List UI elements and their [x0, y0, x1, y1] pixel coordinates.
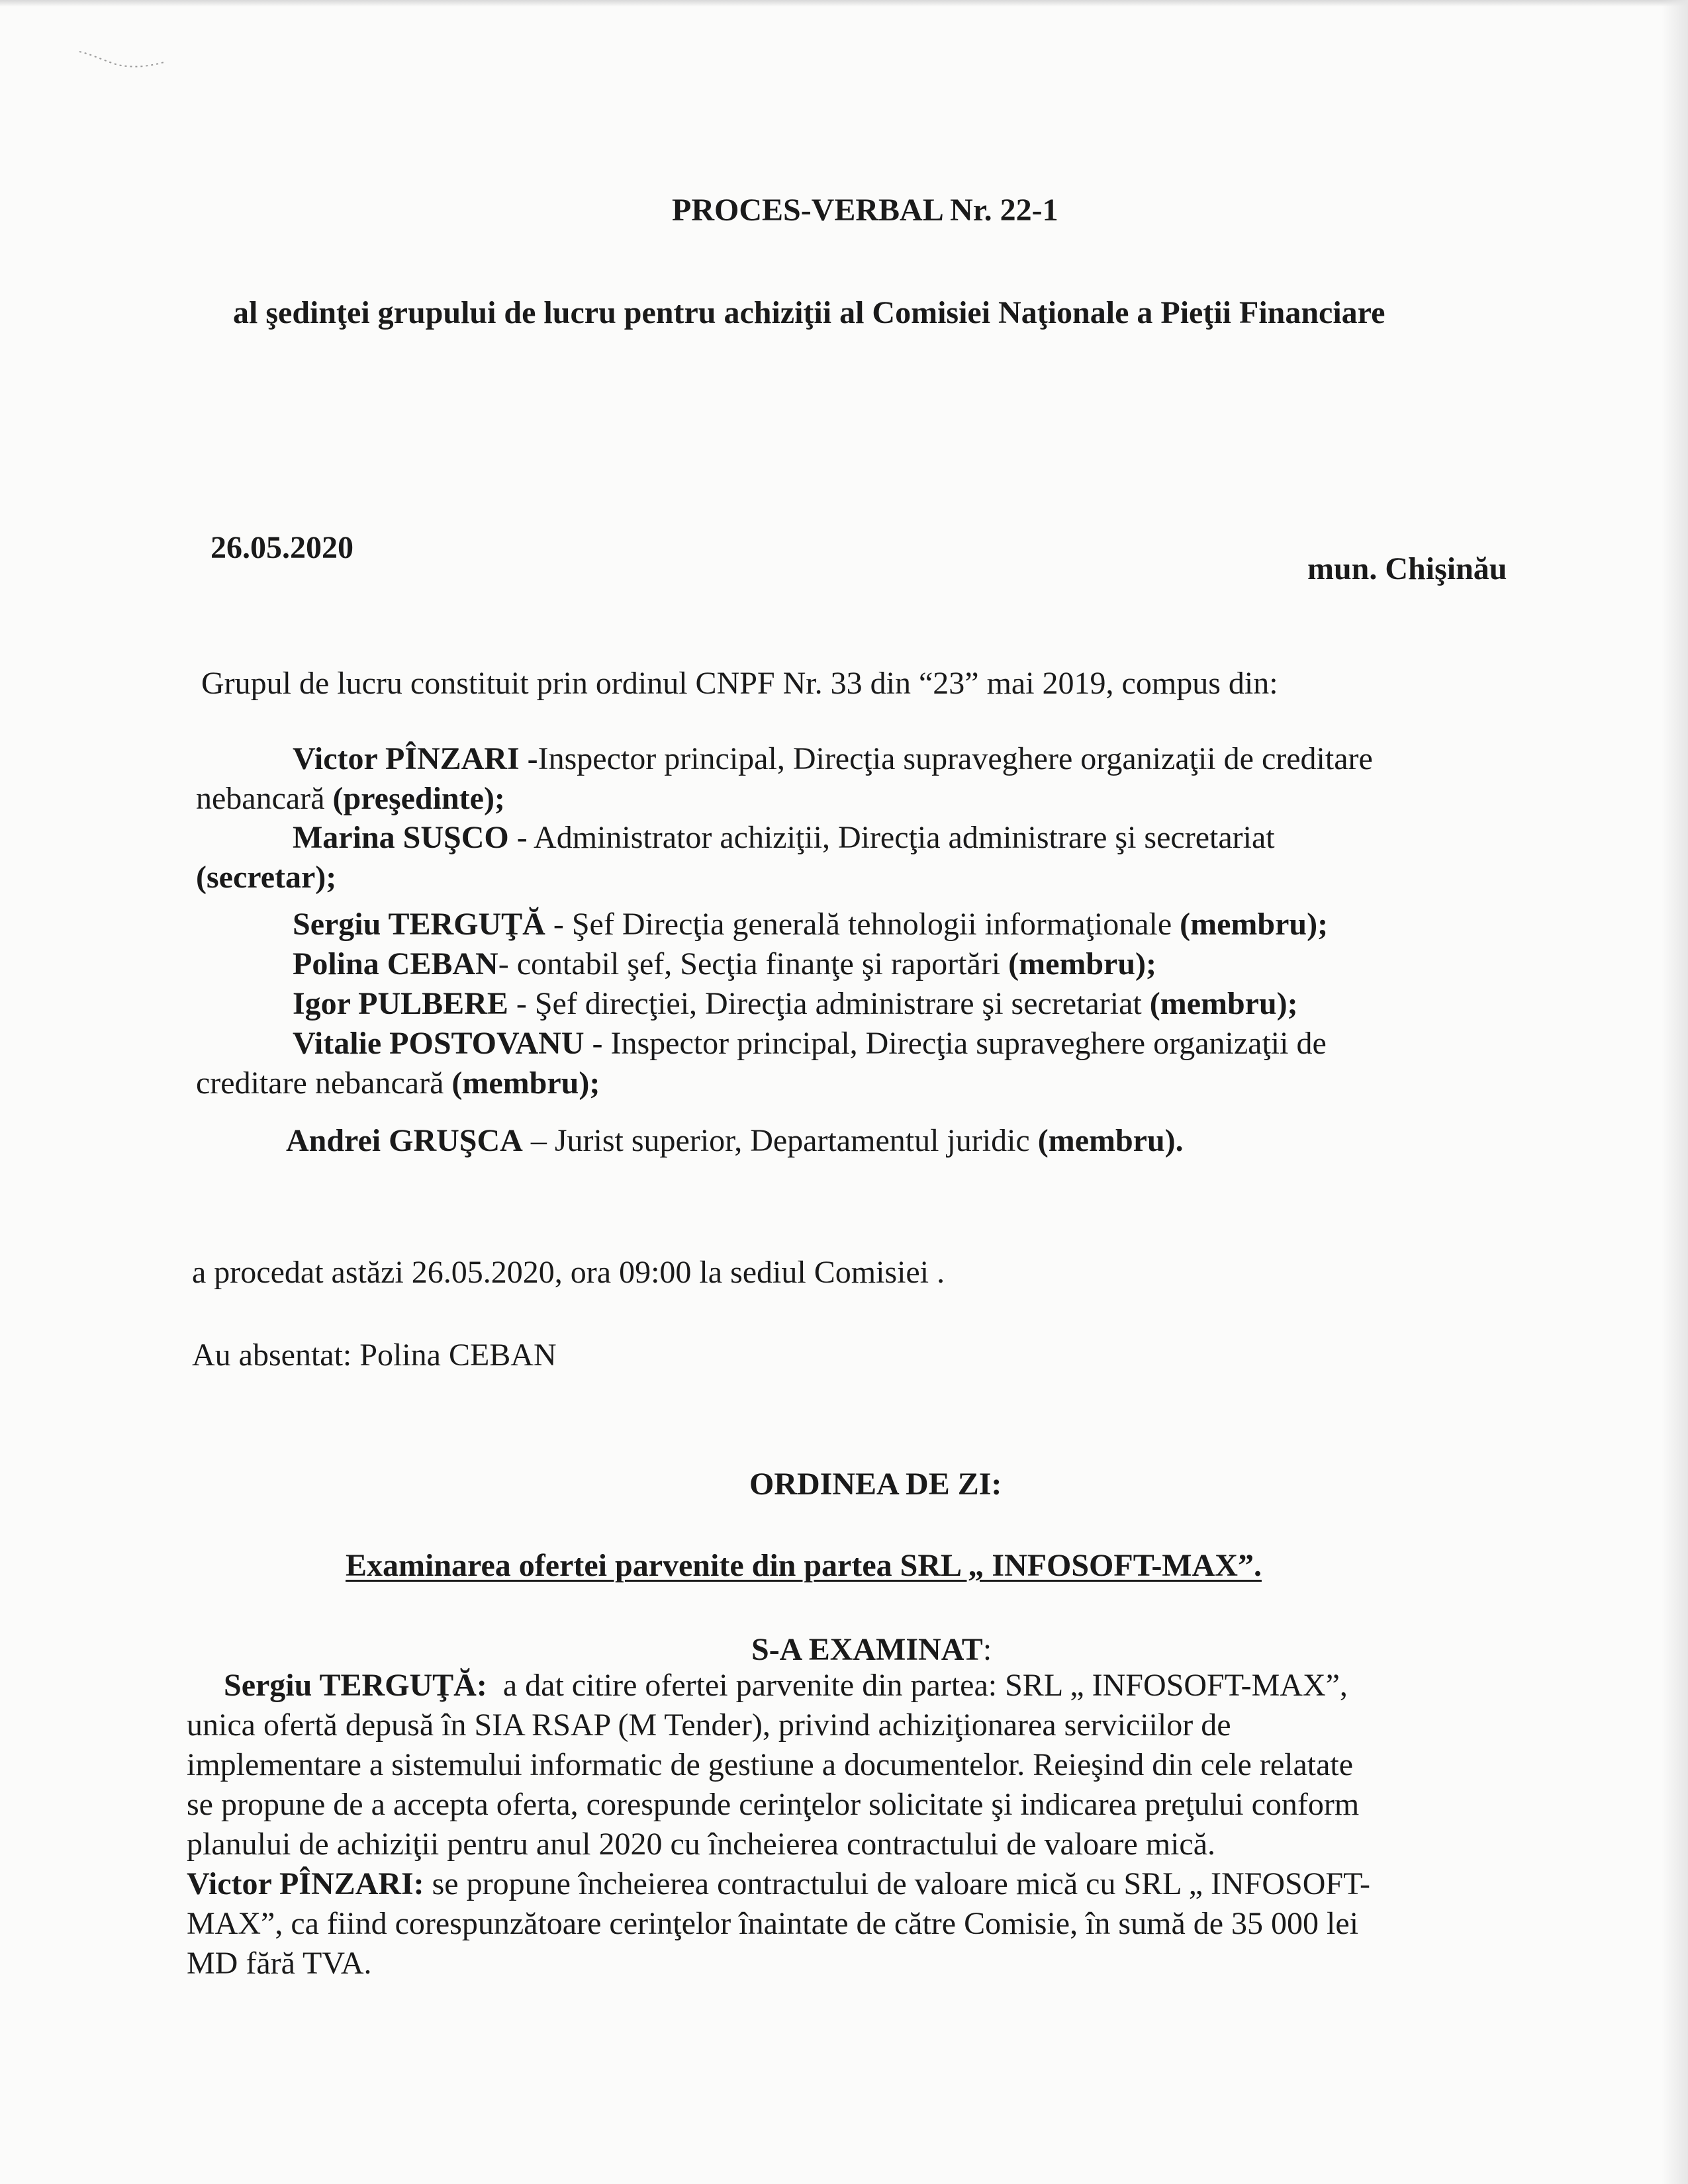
examined-heading-colon: :	[982, 1632, 992, 1667]
member-tag: (membru).	[1037, 1123, 1184, 1158]
member-tag: (preşedinte);	[332, 781, 505, 816]
stray-pen-mark	[78, 48, 171, 74]
procedure-text: a procedat astăzi 26.05.2020, ora 09:00 la sediul Comisiei .	[192, 1255, 945, 1290]
member-tag: (secretar);	[196, 860, 337, 895]
scan-edge-top	[0, 0, 1688, 7]
statement-line: a dat citire ofertei parvenite din partea: SRL „ INFOSOFT-MAX”,	[502, 1668, 1348, 1703]
member-item	[286, 1121, 1184, 1161]
member-name: Marina SUŞCO	[293, 820, 509, 855]
member-name: Victor PÎNZARI	[293, 741, 520, 776]
member-tag: (membru);	[451, 1066, 600, 1101]
member-tag: (membru);	[1008, 946, 1157, 981]
member-name: Andrei GRUŞCA	[286, 1123, 523, 1158]
member-name: Polina CEBAN	[293, 946, 498, 981]
speaker-name: Sergiu TERGUŢĂ:	[224, 1668, 487, 1703]
member-item	[196, 739, 1560, 819]
member-separator: -	[545, 907, 572, 942]
member-role: Jurist superior, Departamentul juridic	[554, 1123, 1030, 1158]
member-role: Şef Direcţia generală tehnologii informaţionale	[571, 907, 1172, 942]
statement-line: se propune de a accepta oferta, corespunde cerinţelor solicitate şi indicarea preţului conform	[187, 1787, 1360, 1822]
member-item	[293, 944, 1156, 984]
intro-text: Grupul de lucru constituit prin ordinul CNPF Nr. 33 din “23” mai 2019, compus din:	[201, 666, 1278, 701]
statement-terguta	[187, 1666, 1564, 1864]
examined-heading	[751, 1631, 992, 1668]
member-separator: -	[584, 1026, 611, 1061]
absent-text: Au absentat: Polina CEBAN	[192, 1338, 557, 1373]
statement-line: MD fără TVA.	[187, 1946, 372, 1981]
statement-pinzari	[187, 1864, 1564, 1983]
member-item	[196, 1024, 1560, 1103]
agenda-item: Examinarea ofertei parvenite din partea SRL „ INFOSOFT-MAX”.	[346, 1548, 1262, 1583]
agenda-heading: ORDINEA DE ZI:	[749, 1467, 1002, 1502]
document-title: PROCES-VERBAL Nr. 22-1	[672, 193, 1058, 228]
member-role-cont: creditare nebancară	[196, 1066, 444, 1101]
member-role: Administrator achiziţii, Direcţia administrare şi secretariat	[534, 820, 1275, 855]
member-tag: (membru);	[1180, 907, 1329, 942]
member-separator: -	[508, 820, 534, 855]
member-role: Inspector principal, Direcţia supraveghere organizaţii de creditare	[538, 741, 1373, 776]
member-name: Vitalie POSTOVANU	[293, 1026, 585, 1061]
member-role: Inspector principal, Direcţia supraveghere organizaţii de	[610, 1026, 1327, 1061]
speaker-name: Victor PÎNZARI:	[187, 1866, 424, 1901]
member-tag: (membru);	[1149, 986, 1298, 1021]
member-role: Şef direcţiei, Direcţia administrare şi secretariat	[534, 986, 1142, 1021]
member-role-cont: nebancară	[196, 781, 325, 816]
member-name: Igor PULBERE	[293, 986, 508, 1021]
member-item	[293, 984, 1298, 1024]
statement-line: unica ofertă depusă în SIA RSAP (M Tender), privind achiziţionarea serviciilor de	[187, 1707, 1231, 1743]
statement-line: MAX”, ca fiind corespunzătoare cerinţelor înaintate de către Comisie, în sumă de 35 000 lei	[187, 1906, 1359, 1941]
member-separator: -	[498, 946, 517, 981]
statement-line: implementare a sistemului informatic de gestiune a documentelor. Reieşind din cele relatate	[187, 1747, 1354, 1782]
document-place: mun. Chişinău	[1307, 551, 1507, 586]
member-role: contabil şef, Secţia finanţe şi raportări	[516, 946, 1001, 981]
member-item	[293, 905, 1328, 944]
document-date: 26.05.2020	[211, 530, 353, 565]
statement-line: planului de achiziţii pentru anul 2020 cu încheierea contractului de valoare mică.	[187, 1827, 1216, 1862]
scan-edge-right	[1662, 0, 1688, 2184]
member-item	[196, 818, 1560, 897]
member-separator: –	[522, 1123, 555, 1158]
statement-line: se propune încheierea contractului de valoare mică cu SRL „ INFOSOFT-	[432, 1866, 1370, 1901]
member-name: Sergiu TERGUŢĂ	[293, 907, 545, 942]
document-subtitle: al şedinţei grupului de lucru pentru achiziţii al Comisiei Naţionale a Pieţii Financiare	[233, 295, 1385, 330]
member-separator: -	[508, 986, 535, 1021]
examined-heading-text: S-A EXAMINAT	[751, 1632, 983, 1667]
member-separator: -	[519, 741, 538, 776]
